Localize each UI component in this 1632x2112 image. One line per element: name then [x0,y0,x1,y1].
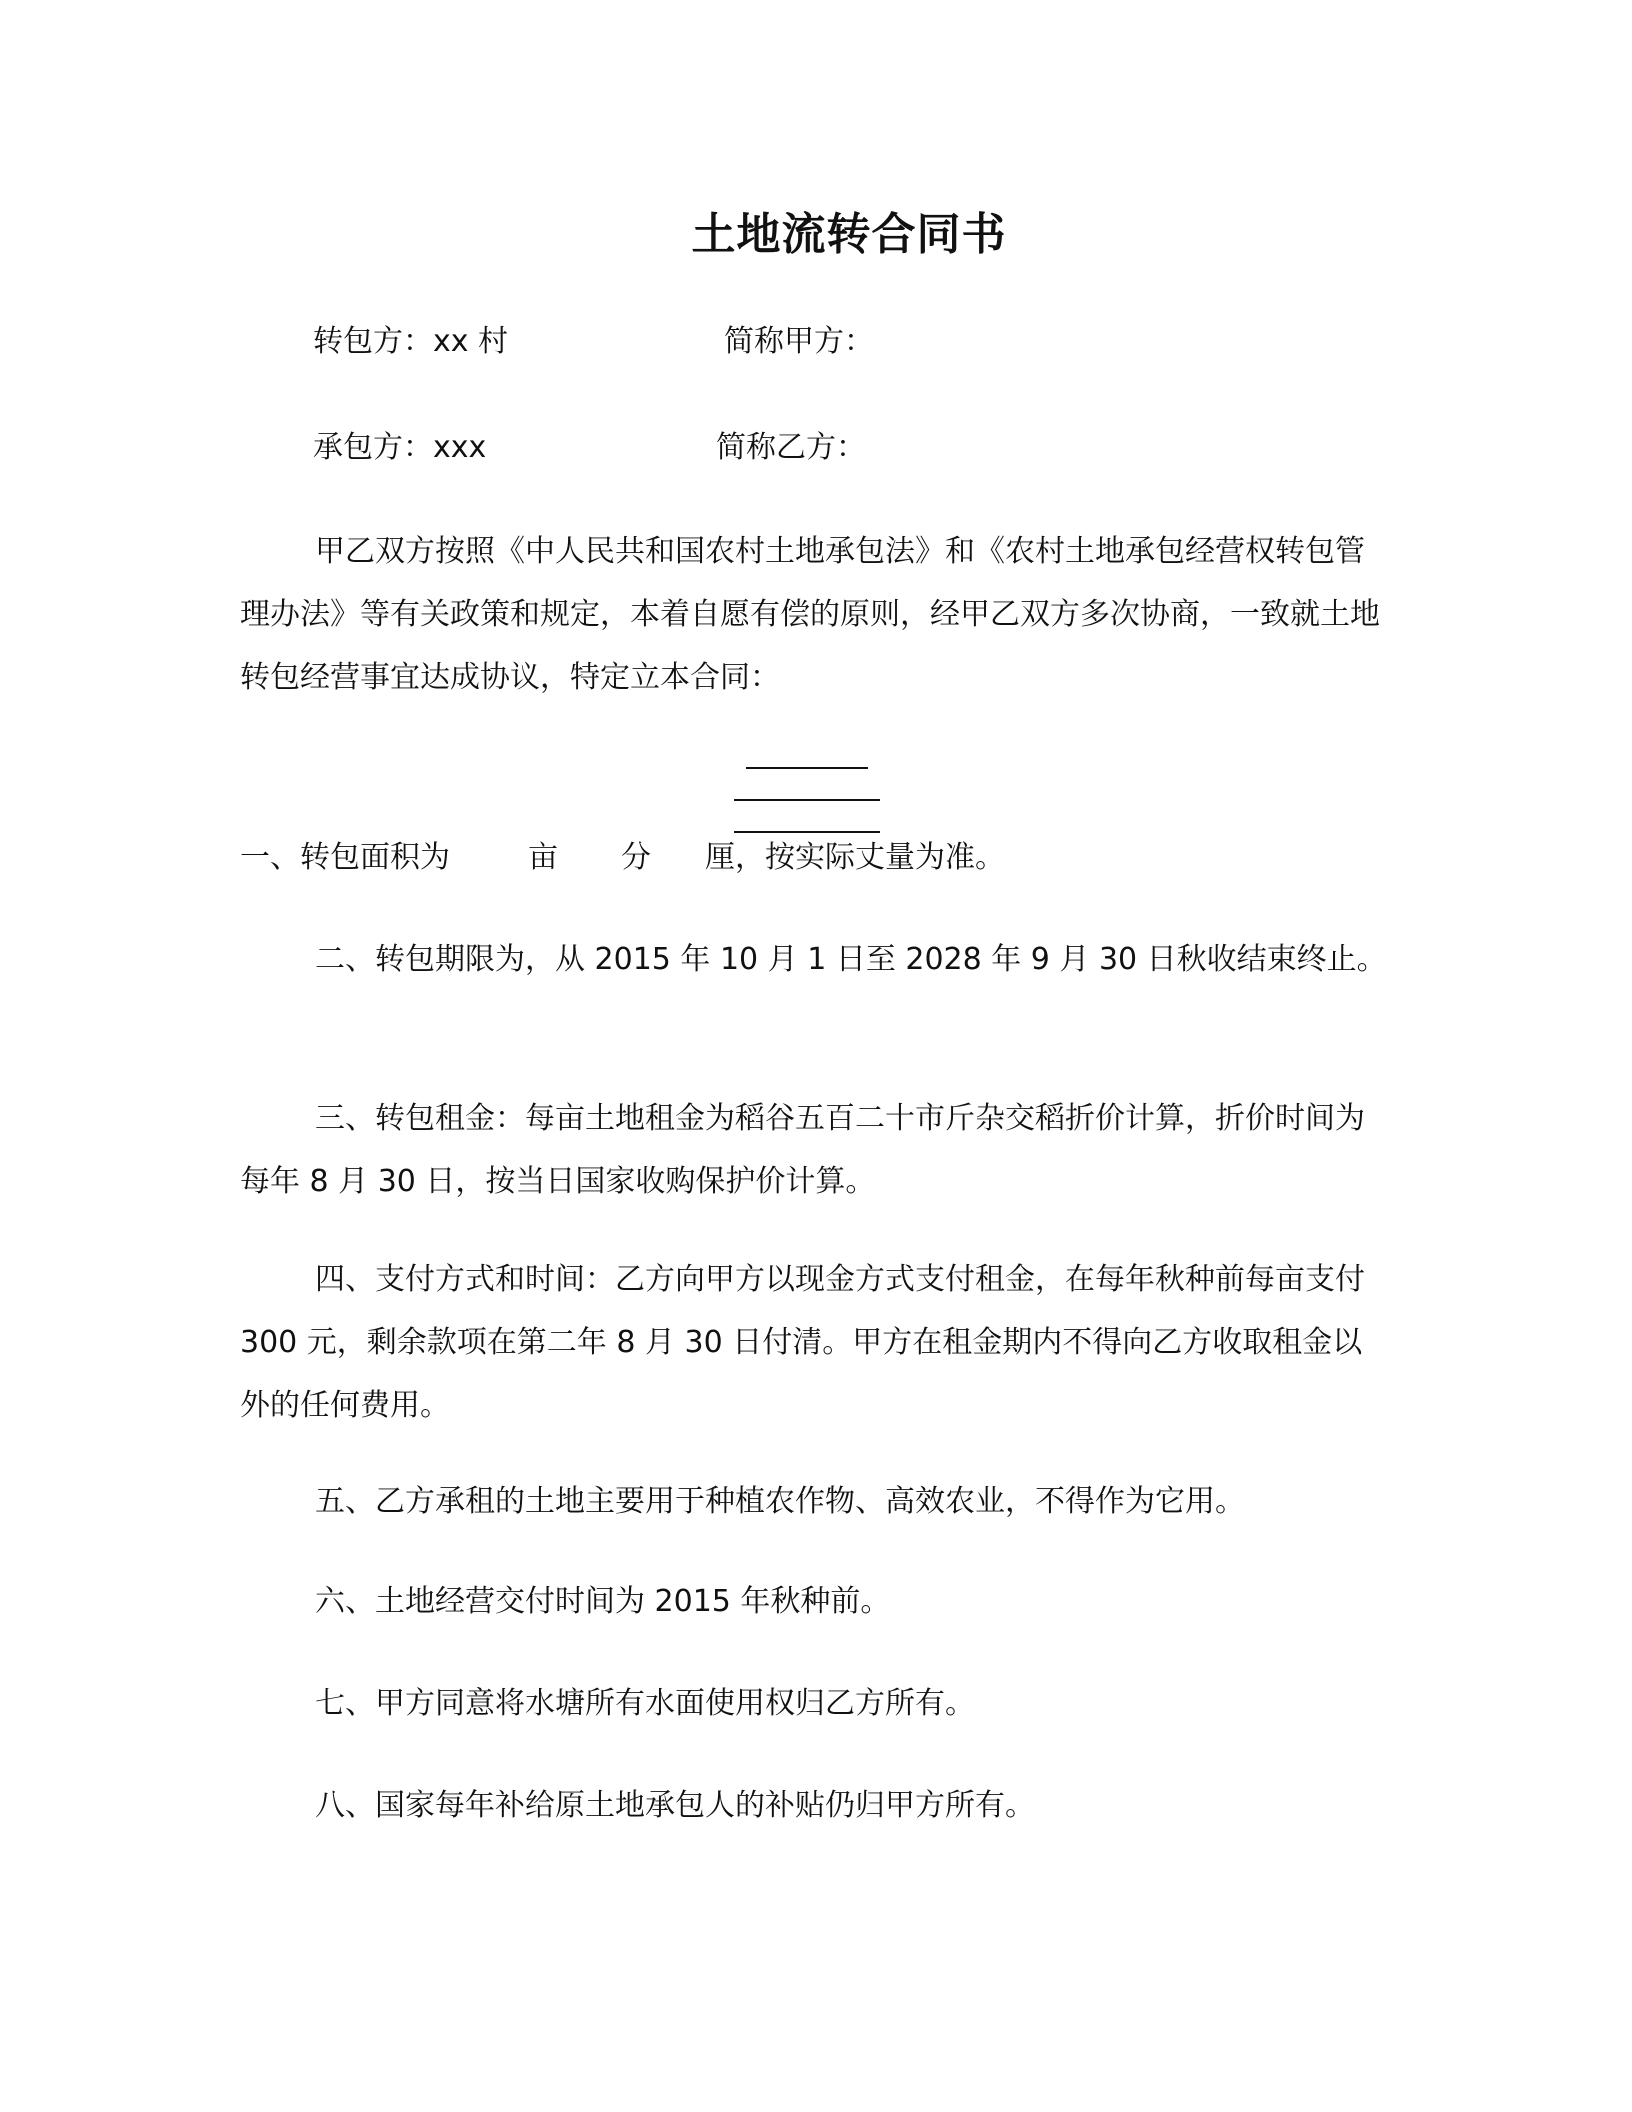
document-title: 土地流转合同书 [691,209,1007,260]
lessor-label: 转包方： [313,324,433,359]
preamble-paragraph: 甲乙双方按照《中人民共和国农村土地承包法》和《农村土地承包经营权转包管理办法》等有关政策和规定，本着自愿有偿的原则，经甲乙双方多次协商，一致就土地转包经营事宜达成协议，特定立本合同： [240,534,1380,695]
lessor-line [313,322,508,362]
lessee-label: 承包方： [313,430,433,465]
clause-1-suffix: 厘，按实际丈量为准。 [705,840,1005,875]
clause-1-unit-mu: 亩 [528,840,558,875]
clause-8: 八、国家每年补给原土地承包人的补贴仍归甲方所有。 [315,1788,1035,1823]
clause-1 [240,838,1005,878]
clause-2: 二、转包期限为，从 2015 年 10 月 1 日至 2028 年 9 月 30 日秋收结束终止。 [315,942,1387,977]
lessee-line [313,428,486,468]
lessee-value: xxx [433,430,487,465]
clause-3: 三、转包租金：每亩土地租金为稻谷五百二十市斤杂交稻折价计算，折价时间为每年 8 月 30 日，按当日国家收购保护价计算。 [240,1101,1365,1199]
lessee-alias: 简称乙方： [716,430,866,465]
clause-4: 四、支付方式和时间：乙方向甲方以现金方式支付租金，在每年秋种前每亩支付 300 元，剩余款项在第二年 8 月 30 日付清。甲方在租金期内不得向乙方收取租金以外的任何费用。 [240,1262,1365,1423]
clause-5: 五、乙方承租的土地主要用于种植农作物、高效农业，不得作为它用。 [315,1484,1245,1519]
lessor-alias: 简称甲方： [724,324,874,359]
clause-1-prefix: 一、转包面积为 [240,840,450,875]
clause-7: 七、甲方同意将水塘所有水面使用权归乙方所有。 [315,1686,975,1721]
blank-line-3 [734,831,880,833]
lessor-value: xx 村 [433,324,509,359]
blank-line-1 [746,767,868,769]
clause-1-unit-fen: 分 [621,840,651,875]
blank-line-2 [734,799,880,801]
clause-6: 六、土地经营交付时间为 2015 年秋种前。 [315,1584,891,1619]
